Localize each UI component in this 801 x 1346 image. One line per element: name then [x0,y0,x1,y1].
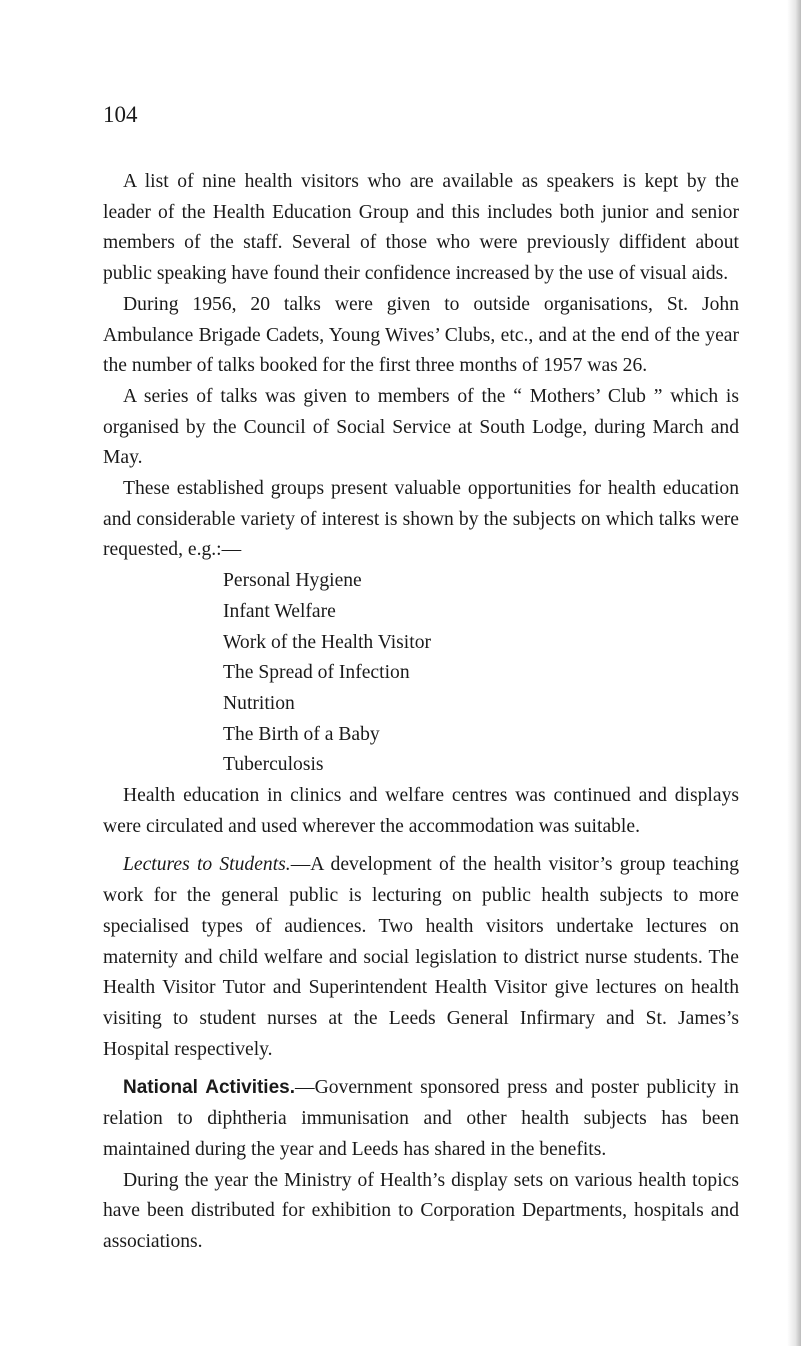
page-edge-shadow [787,0,801,1346]
topic-item: Infant Welfare [223,600,336,622]
topic-item: Tuberculosis [223,754,324,776]
spacer [103,1065,739,1073]
lectures-body: —A development of the health visitor’s group teaching work for the general public is lecturing on public health subjects to more specialised types of audiences. Two health visitors undertake lectures on maternity and child welfare and social legislation to district nurse students. The Health Visitor Tutor and Superintendent Health Visitor give lectures on health visiting to student nurses at the Leeds General Infirmary and St. James’s Hospital respectively. [103,854,739,1060]
topic-item: The Birth of a Baby [223,723,380,745]
national-activities-body: —Government sponsored press and poster publicity in relation to diphtheria immunisation and other health subjects has been maintained during the year and Leeds has shared in the benefits. [103,1077,739,1160]
paragraph-clinics: Health education in clinics and welfare centres was continued and displays were circulated and used wherever the accommodation was suitable. [103,785,739,837]
topic-item: Work of the Health Visitor [223,631,432,653]
page-body [103,167,739,1258]
topic-item: Personal Hygiene [223,570,362,592]
paragraph-lectures-to-students [103,850,739,1065]
spacer [103,842,739,850]
page-number: 104 [103,102,138,127]
lectures-heading: Lectures to Students. [123,854,291,876]
paragraph-talks-1956: During 1956, 20 talks were given to outside organisations, St. John Ambulance Brigade Cadets, Young Wives’ Clubs, etc., and at the end of the year the number of talks booked for the first three months of 1957 was 26. [103,293,739,377]
paragraph-mothers-club: A series of talks was given to members of the “ Mothers’ Club ” which is organised by the Council of Social Service at South Lodge, during March and May. [103,385,739,469]
topic-list [103,566,739,781]
paragraph-national-activities [103,1073,739,1165]
national-activities-heading: National Activities. [123,1077,295,1099]
topic-item: The Spread of Infection [223,662,410,684]
paragraph-speakers: A list of nine health visitors who are available as speakers is kept by the leader of the Health Education Group and this includes both junior and senior members of the staff. Several of those who were previously diffident about public speaking have found their confidence increased by the use of visual aids. [103,171,739,285]
paragraph-established-groups: These established groups present valuable opportunities for health education and considerable variety of interest is shown by the subjects on which talks were requested, e.g.:— [103,478,739,561]
topic-item: Nutrition [223,692,295,714]
paragraph-ministry-display: During the year the Ministry of Health’s display sets on various health topics have been distributed for exhibition to Corporation Departments, hospitals and associations. [103,1169,739,1252]
